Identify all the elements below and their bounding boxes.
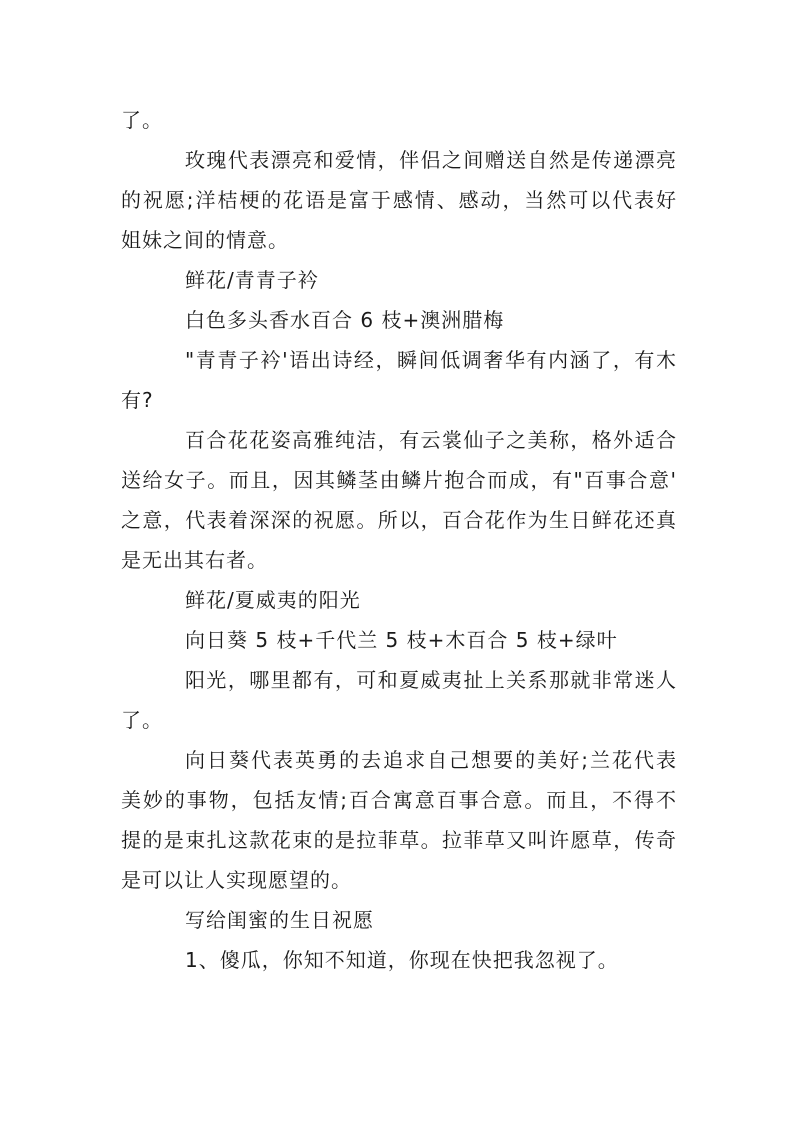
paragraph-line: 美妙的事物，包括友情;百合寓意百事合意。而且，不得不 xyxy=(121,788,677,812)
paragraph-line: 提的是束扎这款花束的是拉菲草。拉菲草又叫许愿草，传奇 xyxy=(121,828,677,852)
paragraph-line: 玫瑰代表漂亮和爱情，伴侣之间赠送自然是传递漂亮 xyxy=(185,148,677,172)
flower-list: 向日葵 5 枝+千代兰 5 枝+木百合 5 枝+绿叶 xyxy=(185,628,618,652)
section-heading: 鲜花/夏威夷的阳光 xyxy=(185,588,361,612)
paragraph-line: 百合花花姿高雅纯洁，有云裳仙子之美称，格外适合 xyxy=(185,428,677,452)
paragraph-line: 了。 xyxy=(121,708,163,732)
paragraph-line: 向日葵代表英勇的去追求自己想要的美好;兰花代表 xyxy=(185,748,677,772)
paragraph-line: 阳光，哪里都有，可和夏威夷扯上关系那就非常迷人 xyxy=(185,668,677,692)
text-line: 了。 xyxy=(121,108,163,132)
paragraph-line: 的祝愿;洋桔梗的花语是富于感情、感动，当然可以代表好 xyxy=(121,188,677,212)
wish-item: 1、傻瓜，你知不知道，你现在快把我忽视了。 xyxy=(185,948,619,972)
section-heading: 写给闺蜜的生日祝愿 xyxy=(185,908,374,932)
paragraph-line: 是无出其右者。 xyxy=(121,548,268,572)
paragraph-line: 送给女子。而且，因其鳞茎由鳞片抱合而成，有"百事合意' xyxy=(121,468,677,492)
paragraph-line: 是可以让人实现愿望的。 xyxy=(121,868,352,892)
flower-list: 白色多头香水百合 6 枝+澳洲腊梅 xyxy=(185,308,505,332)
paragraph-line: 之意，代表着深深的祝愿。所以，百合花作为生日鲜花还真 xyxy=(121,508,677,532)
section-heading: 鲜花/青青子衿 xyxy=(185,268,319,292)
paragraph-line: 姐妹之间的情意。 xyxy=(121,228,289,252)
paragraph-line: 有? xyxy=(121,388,154,412)
paragraph-line: "青青子衿'语出诗经，瞬间低调奢华有内涵了，有木 xyxy=(185,348,677,372)
